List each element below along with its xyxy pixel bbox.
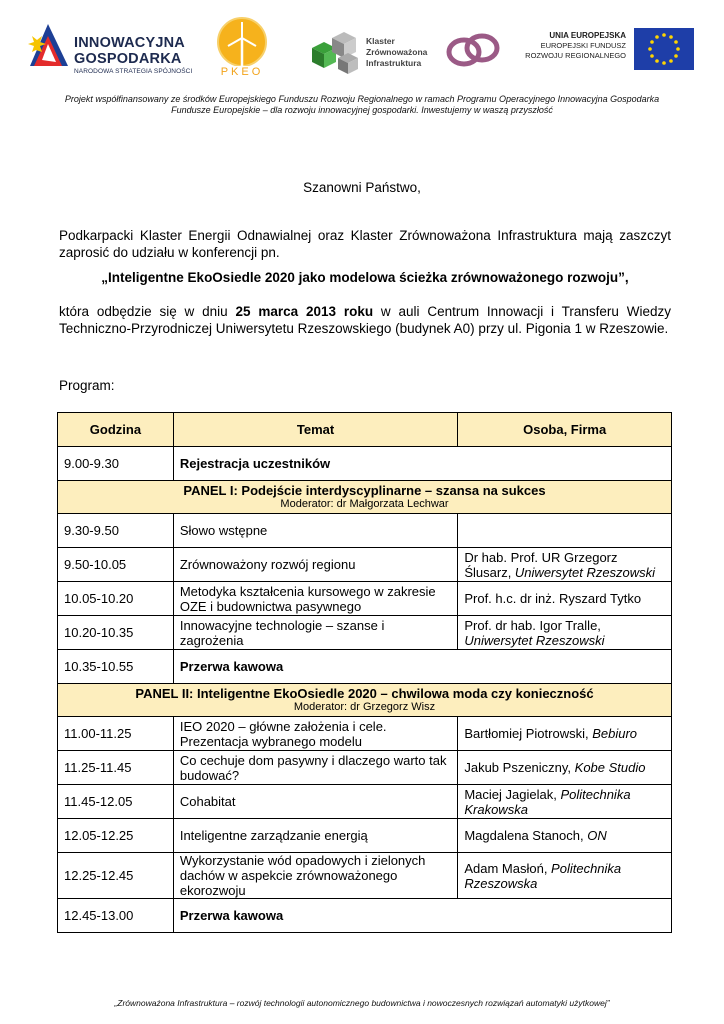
invitation-paragraph: Podkarpacki Klaster Energii Odnawialnej oraz Klaster Zrównoważona Infrastruktura mają zaszczyt zaprosić do udziału w konferencji pn. [59, 228, 671, 260]
person-name: Magdalena Stanoch, [464, 828, 588, 843]
table-row [58, 717, 672, 751]
innowacyjna-gospodarka-logo [28, 22, 198, 78]
funding-line1: Projekt współfinansowany ze środków Europejskiego Funduszu Rozwoju Regionalnego w ramach Programu Operacyjnego Innowacyjna Gospodarka [64, 94, 660, 104]
panel-row [58, 684, 672, 717]
row-topic: Zrównoważony rozwój regionu [173, 548, 458, 582]
person-org: Uniwersytet Rzeszowski [464, 632, 605, 648]
eu-text [514, 31, 626, 61]
kzi-line1: Klaster [366, 36, 395, 46]
person-name: Dr hab. Prof. UR Grzegorz Ślusarz, [464, 549, 618, 580]
row-time: 9.50-10.05 [58, 548, 174, 582]
table-header-row [58, 413, 672, 447]
panel-cell [58, 481, 672, 514]
row-topic: Co cechuje dom pasywny i dlaczego warto tak budować? [173, 751, 458, 785]
person-name: Jakub Pszeniczny, [464, 760, 575, 775]
panel-row [58, 481, 672, 514]
panel-cell [58, 684, 672, 717]
kzi-line2: Zrównoważona [366, 47, 428, 57]
footer-project-title: „Zrównoważona Infrastruktura – rozwój technologii autonomicznego budownictwa i nowoczesnych rozwiązań automatyki użytkowej” [114, 998, 610, 1008]
row-topic: Wykorzystanie wód opadowych i zielonych dachów w aspekcie zrównoważonego ekorozwoju [173, 853, 458, 899]
row-time: 10.20-10.35 [58, 616, 174, 650]
pkeo-label: PKEO [220, 66, 264, 78]
row-topic: Cohabitat [173, 785, 458, 819]
row-person [458, 548, 672, 582]
klaster-zi-text [366, 36, 427, 69]
header-person: Osoba, Firma [458, 413, 672, 447]
funding-line2: Fundusze Europejskie – dla rozwoju innowacyjnej gospodarki. Inwestujemy w waszą przyszłość [171, 105, 553, 115]
row-time: 11.00-11.25 [58, 717, 174, 751]
row-time: 9.00-9.30 [58, 447, 174, 481]
row-time: 11.45-12.05 [58, 785, 174, 819]
ring-knot-icon [444, 30, 502, 70]
row-time: 11.25-11.45 [58, 751, 174, 785]
row-person [458, 853, 672, 899]
klaster-zi-logo [308, 28, 432, 76]
row-topic: IEO 2020 – główne założenia i cele. Prezentacja wybranego modelu [173, 717, 458, 751]
person-name: Maciej Jagielak, [464, 786, 561, 802]
header-topic: Temat [173, 413, 458, 447]
table-row [58, 853, 672, 899]
program-table [57, 412, 672, 933]
person-name: Bartłomiej Piotrowski, [464, 726, 593, 741]
row-person [458, 514, 672, 548]
cluster-ring-logo [444, 30, 502, 70]
table-row [58, 582, 672, 616]
row-topic: Słowo wstępne [173, 514, 458, 548]
venue-text-a: która odbędzie się w dniu [59, 304, 236, 319]
conference-title: „Inteligentne EkoOsiedle 2020 jako modelowa ścieżka zrównoważonego rozwoju”, [101, 270, 629, 285]
panel-title: PANEL II: Inteligentne EkoOsiedle 2020 – chwilowa moda czy konieczność [135, 686, 594, 701]
panel-moderator: Moderator: dr Małgorzata Lechwar [280, 498, 449, 510]
row-time: 10.05-10.20 [58, 582, 174, 616]
row-person [458, 717, 672, 751]
ig-star-icon [28, 22, 72, 78]
cubes-icon [308, 28, 364, 76]
ig-line3: NARODOWA STRATEGIA SPÓJNOŚCI [74, 68, 193, 75]
row-time: 12.45-13.00 [58, 899, 174, 933]
eu-line1: UNIA EUROPEJSKA [549, 31, 626, 40]
eu-flag-icon [634, 28, 694, 70]
row-topic: Metodyka kształcenia kursowego w zakresie OZE i budownictwa pasywnego [173, 582, 458, 616]
row-time: 10.35-10.55 [58, 650, 174, 684]
table-row [58, 447, 672, 481]
row-time: 12.25-12.45 [58, 853, 174, 899]
eu-line3: ROZWOJU REGIONALNEGO [525, 51, 626, 60]
person-name: Prof. dr hab. Igor Tralle, [464, 617, 601, 633]
project-funding-note [30, 94, 694, 116]
salutation: Szanowni Państwo, [303, 180, 421, 195]
table-row [58, 616, 672, 650]
table-row [58, 785, 672, 819]
person-org: Politechnika Rzeszowska [464, 860, 622, 891]
eu-line2: EUROPEJSKI FUNDUSZ [540, 41, 626, 50]
row-person [458, 785, 672, 819]
eu-logo [514, 26, 700, 76]
ig-line2: GOSPODARKA [74, 51, 182, 67]
row-topic: Przerwa kawowa [173, 650, 671, 684]
person-org: Politechnika Krakowska [464, 786, 631, 817]
person-org: Kobe Studio [574, 760, 646, 775]
table-row [58, 751, 672, 785]
row-person [458, 751, 672, 785]
panel-moderator: Moderator: dr Grzegorz Wisz [293, 701, 436, 713]
row-time: 9.30-9.50 [58, 514, 174, 548]
row-topic: Rejestracja uczestników [173, 447, 671, 481]
program-label: Program: [59, 378, 115, 393]
ig-line1: INNOWACYJNA [74, 35, 185, 51]
person-org: ON [587, 828, 607, 843]
row-person [458, 819, 672, 853]
row-time: 12.05-12.25 [58, 819, 174, 853]
header-time: Godzina [58, 413, 174, 447]
panel-title: PANEL I: Podejście interdyscyplinarne – szansa na sukces [183, 483, 546, 498]
row-topic: Inteligentne zarządzanie energią [173, 819, 458, 853]
pkeo-logo [206, 16, 278, 84]
table-row [58, 650, 672, 684]
person-name: Adam Masłoń, [464, 860, 552, 876]
table-row [58, 514, 672, 548]
row-person: Prof. h.c. dr inż. Ryszard Tytko [458, 582, 672, 616]
conference-date: 25 marca 2013 roku [235, 304, 374, 319]
table-row [58, 548, 672, 582]
table-row [58, 819, 672, 853]
sun-turbine-icon [206, 16, 278, 66]
person-org: Bebiuro [592, 726, 638, 741]
row-person [458, 616, 672, 650]
person-org: Uniwersytet Rzeszowski [514, 564, 656, 580]
venue-paragraph [59, 303, 671, 337]
kzi-line3: Infrastruktura [366, 58, 422, 68]
row-topic: Innowacyjne technologie – szanse i zagrożenia [173, 616, 458, 650]
table-row [58, 899, 672, 933]
row-topic: Przerwa kawowa [173, 899, 671, 933]
venue-text-b: w auli Centrum Innowacji i Transferu Wiedzy Techniczno-Przyrodniczej Uniwersytetu Rzeszowskiego (budynek A0) przy ul. Pigonia 1 w Rzeszowie. [59, 304, 671, 336]
